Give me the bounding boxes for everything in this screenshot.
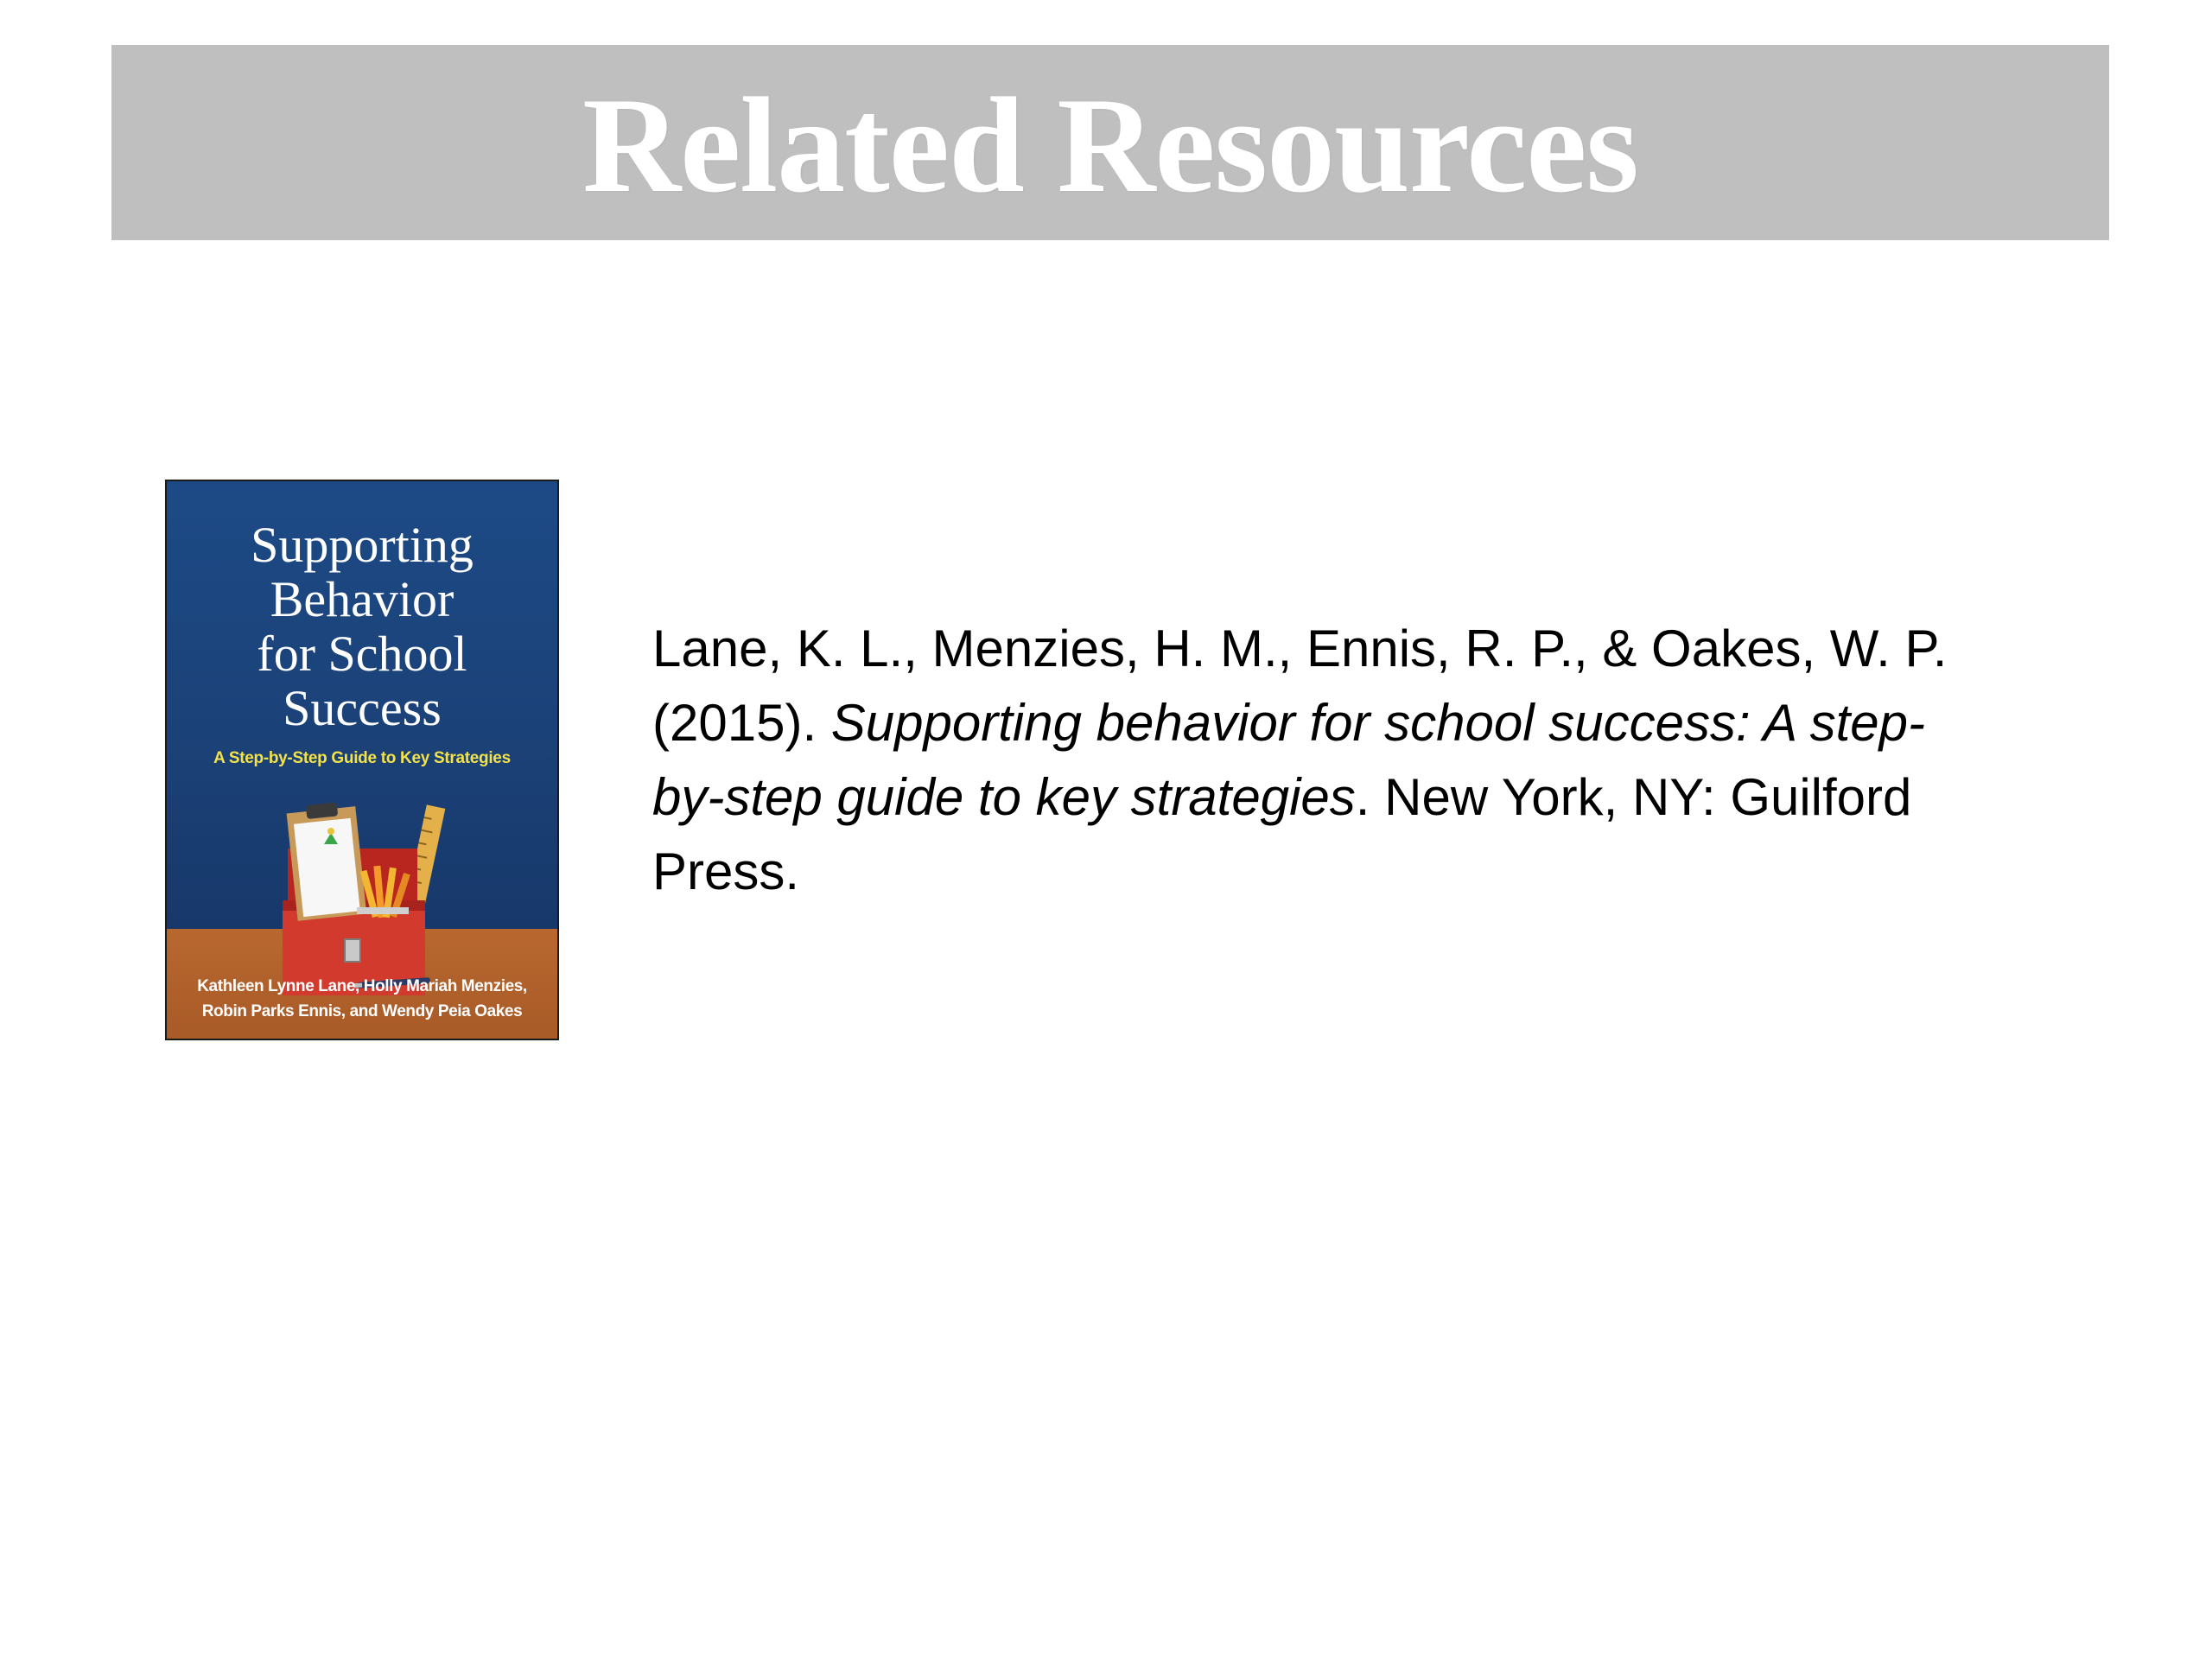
toolbox-illustration (270, 788, 461, 995)
citation-line-1: Lane, K. L., Menzies, H. M., Ennis, R. P., & Oakes, W. P. (652, 620, 1948, 677)
slide-title: Related Resources (582, 70, 1638, 221)
book-citation (652, 612, 2052, 909)
cover-title-line: Behavior (270, 571, 454, 627)
citation-line-2 (652, 686, 2052, 760)
cover-authors (167, 974, 557, 1024)
citation-title-part-2: by-step guide to key strategies (652, 768, 1356, 826)
cover-authors-line: Robin Parks Ennis, and Wendy Peia Oakes (201, 1002, 523, 1020)
citation-line-4: Press. (652, 842, 800, 900)
cover-title-line: Supporting (251, 517, 474, 573)
title-bar (111, 45, 2109, 240)
cover-subtitle: A Step-by-Step Guide to Key Strategies (213, 749, 511, 767)
cover-authors-line: Kathleen Lynne Lane, Holly Mariah Menzies, (197, 977, 527, 995)
clipboard-icon (287, 802, 367, 920)
cover-title-line: for School (257, 626, 467, 682)
book-cover-image (165, 480, 559, 1040)
citation-title-part-1: Supporting behavior for school success: A step- (830, 694, 1925, 752)
cover-title (167, 518, 557, 735)
citation-line-3 (652, 760, 2052, 835)
cover-title-line: Success (283, 680, 442, 736)
citation-year: (2015). (652, 694, 831, 752)
citation-publisher: . New York, NY: Guilford (1355, 768, 1912, 826)
